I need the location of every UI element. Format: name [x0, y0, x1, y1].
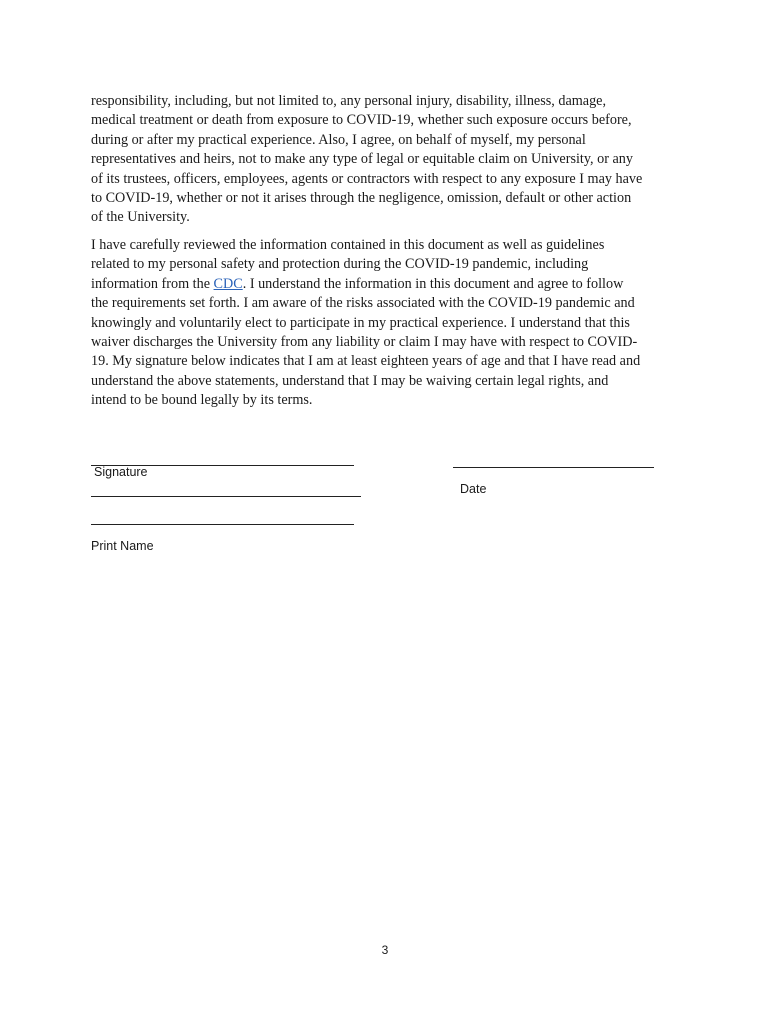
paragraph-line: during or after my practical experience. Also, I agree, on behalf of myself, my personal	[91, 131, 586, 148]
paragraph-line: understand the above statements, understand that I may be waiving certain legal rights, and	[91, 372, 609, 389]
paragraph-line: the requirements set forth. I am aware of the risks associated with the COVID-19 pandemic and	[91, 295, 635, 312]
print-name-line[interactable]	[91, 524, 354, 525]
paragraph-line: related to my personal safety and protection during the COVID-19 pandemic, including	[91, 256, 589, 273]
date-label: Date	[460, 482, 487, 496]
waiver-paragraph-2	[91, 236, 687, 411]
paragraph-line: representatives and heirs, not to make any type of legal or equitable claim on University, or any	[91, 151, 633, 168]
blank-line[interactable]	[91, 496, 361, 497]
paragraph-line: to COVID-19, whether or not it arises through the negligence, omission, default or other action	[91, 190, 632, 207]
signature-label: Signature	[94, 465, 148, 479]
page-number: 3	[381, 943, 389, 957]
cdc-link[interactable]: CDC	[213, 275, 243, 292]
paragraph-line-with-link	[91, 275, 687, 294]
paragraph-line: 19. My signature below indicates that I am at least eighteen years of age and that I have read and	[91, 353, 641, 370]
paragraph-line: medical treatment or death from exposure to COVID-19, whether such exposure occurs before,	[91, 112, 632, 129]
waiver-paragraph-1	[91, 92, 687, 228]
paragraph-line: knowingly and voluntarily elect to participate in my practical experience. I understand that this	[91, 314, 630, 331]
link-lead-text: information from the	[91, 275, 214, 292]
paragraph-line: of its trustees, officers, employees, agents or contractors with respect to any exposure I may have	[91, 170, 643, 187]
paragraph-line: intend to be bound legally by its terms.	[91, 392, 313, 409]
paragraph-line: I have carefully reviewed the information contained in this document as well as guidelines	[91, 237, 605, 253]
paragraph-line: of the University.	[91, 209, 190, 226]
paragraph-line: responsibility, including, but not limited to, any personal injury, disability, illness, damage,	[91, 93, 607, 109]
print-name-label: Print Name	[91, 539, 154, 553]
date-line[interactable]	[453, 467, 654, 468]
paragraph-line: waiver discharges the University from any liability or claim I may have with respect to COVID-	[91, 334, 638, 351]
link-trail-text: . I understand the information in this document and agree to follow	[242, 275, 624, 292]
